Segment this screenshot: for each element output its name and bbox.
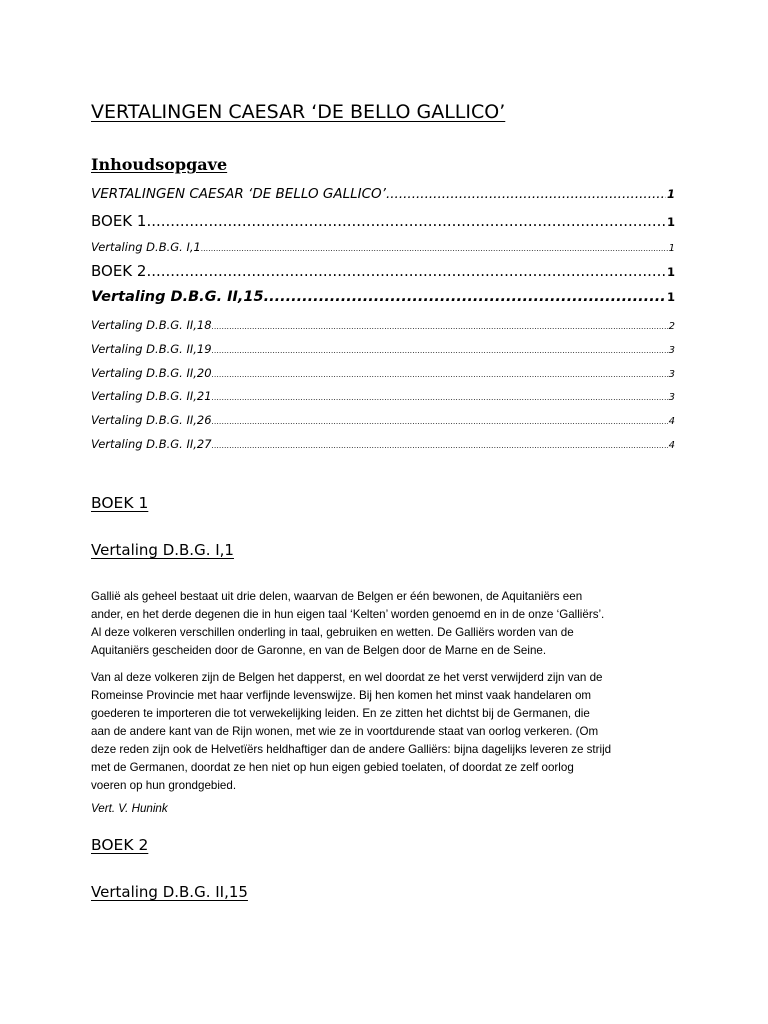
- paragraph-line: met de Germanen, doordat ze hen niet op hun eigen gebied toelaten, of doordat ze zelf oorlog: [91, 761, 574, 774]
- toc-entry-text: Vertaling D.B.G. I,1: [91, 240, 201, 254]
- toc-dot-leader: [386, 186, 666, 202]
- paragraph-line: Al deze volkeren verschillen onderling in taal, gebruiken en wetten. De Galliërs worden van de: [91, 626, 574, 639]
- toc-entry-boek-1[interactable]: [91, 212, 675, 230]
- translator-credit: Vert. V. Hunink: [91, 802, 168, 815]
- paragraph-line: deze reden zijn ook de Helvetïërs heldhaftiger dan de andere Galliërs: bijna dagelijks leveren ze strijd: [91, 743, 612, 756]
- toc-entry-ii-27[interactable]: [91, 437, 675, 451]
- toc-entry-ii-19[interactable]: [91, 342, 675, 356]
- toc-entry-page: 4: [668, 440, 675, 451]
- heading-boek-1: BOEK 1: [91, 494, 149, 512]
- toc-dot-leader: [212, 393, 668, 402]
- toc-entry-text: Vertaling D.B.G. II,21: [91, 389, 212, 403]
- toc-entry-boek-2[interactable]: [91, 262, 675, 280]
- toc-entry-page: 4: [668, 416, 675, 427]
- paragraph-line: Romeinse Provincie met haar verfijnde levenswijze. Bij hen komen het minst vaak handelaren om: [91, 689, 592, 702]
- toc-entry-page: 1: [666, 290, 675, 304]
- toc-entry-text: Vertaling D.B.G. II,26: [91, 413, 212, 427]
- toc-entry-text: BOEK 1: [91, 212, 147, 230]
- toc-entry-page: 1: [666, 187, 675, 201]
- toc-heading: Inhoudsopgave: [91, 155, 228, 174]
- toc-entry-page: 3: [668, 392, 675, 403]
- toc-entry-page: 3: [668, 345, 675, 356]
- toc-dot-leader: [146, 262, 666, 280]
- toc-entry-text: Vertaling D.B.G. II,19: [91, 342, 212, 356]
- toc-entry-page: 3: [668, 369, 675, 380]
- toc-entry-page: 1: [668, 243, 675, 254]
- toc-entry-page: 1: [666, 215, 675, 229]
- paragraph-line: aan de andere kant van de Rijn wonen, met wie ze in voortdurende staat van oorlog verkeren. (Om: [91, 725, 599, 738]
- toc-entry-text: BOEK 2: [91, 262, 147, 280]
- paragraph-line: Aquitaniërs gescheiden door de Garonne, en van de Belgen door de Marne en de Seine.: [91, 644, 547, 657]
- toc-entry-title[interactable]: [91, 186, 675, 202]
- paragraph-line: goederen te importeren die tot verwekelijking leiden. En ze zitten het dichtst bij de Germanen, die: [91, 707, 590, 720]
- toc-entry-text: Vertaling D.B.G. II,18: [91, 318, 212, 332]
- toc-dot-leader: [146, 212, 666, 230]
- toc-entry-text: Vertaling D.B.G. II,20: [91, 366, 212, 380]
- toc-entry-ii-26[interactable]: [91, 413, 675, 427]
- paragraph-line: Van al deze volkeren zijn de Belgen het dapperst, en wel doordat ze het verst verwijderd zijn van de: [91, 671, 603, 684]
- toc-entry-text: Vertaling D.B.G. II,15: [91, 289, 264, 305]
- document-title: VERTALINGEN CAESAR ‘DE BELLO GALLICO’: [91, 101, 506, 123]
- toc-dot-leader: [212, 441, 668, 450]
- toc-entry-ii-18[interactable]: [91, 318, 675, 332]
- toc-dot-leader: [212, 417, 668, 426]
- toc-dot-leader: [264, 289, 666, 305]
- paragraph-line: Gallië als geheel bestaat uit drie delen, waarvan de Belgen er één bewonen, de Aquitaniërs een: [91, 590, 583, 603]
- paragraph-1: [91, 588, 681, 660]
- toc-dot-leader: [212, 370, 668, 379]
- toc-entry-i-1[interactable]: [91, 240, 675, 254]
- toc-dot-leader: [201, 244, 668, 253]
- toc-entry-ii-21[interactable]: [91, 389, 675, 403]
- toc-entry-page: 1: [666, 265, 675, 279]
- heading-vertaling-ii-15: Vertaling D.B.G. II,15: [91, 883, 248, 901]
- toc-entry-text: Vertaling D.B.G. II,27: [91, 437, 212, 451]
- paragraph-2: [91, 669, 681, 795]
- toc-entry-text: VERTALINGEN CAESAR ‘DE BELLO GALLICO’: [91, 186, 386, 202]
- toc-entry-page: 2: [668, 321, 675, 332]
- paragraph-line: voeren op hun grondgebied.: [91, 779, 237, 792]
- toc-dot-leader: [212, 346, 668, 355]
- heading-vertaling-i-1: Vertaling D.B.G. I,1: [91, 541, 234, 559]
- paragraph-line: ander, en het derde degenen die in hun eigen taal ‘Kelten’ worden genoemd en in de onze ‘Galliërs’.: [91, 608, 605, 621]
- toc-dot-leader: [212, 322, 668, 331]
- heading-boek-2: BOEK 2: [91, 836, 149, 854]
- toc-entry-ii-20[interactable]: [91, 366, 675, 380]
- toc-entry-ii-15[interactable]: [91, 289, 675, 305]
